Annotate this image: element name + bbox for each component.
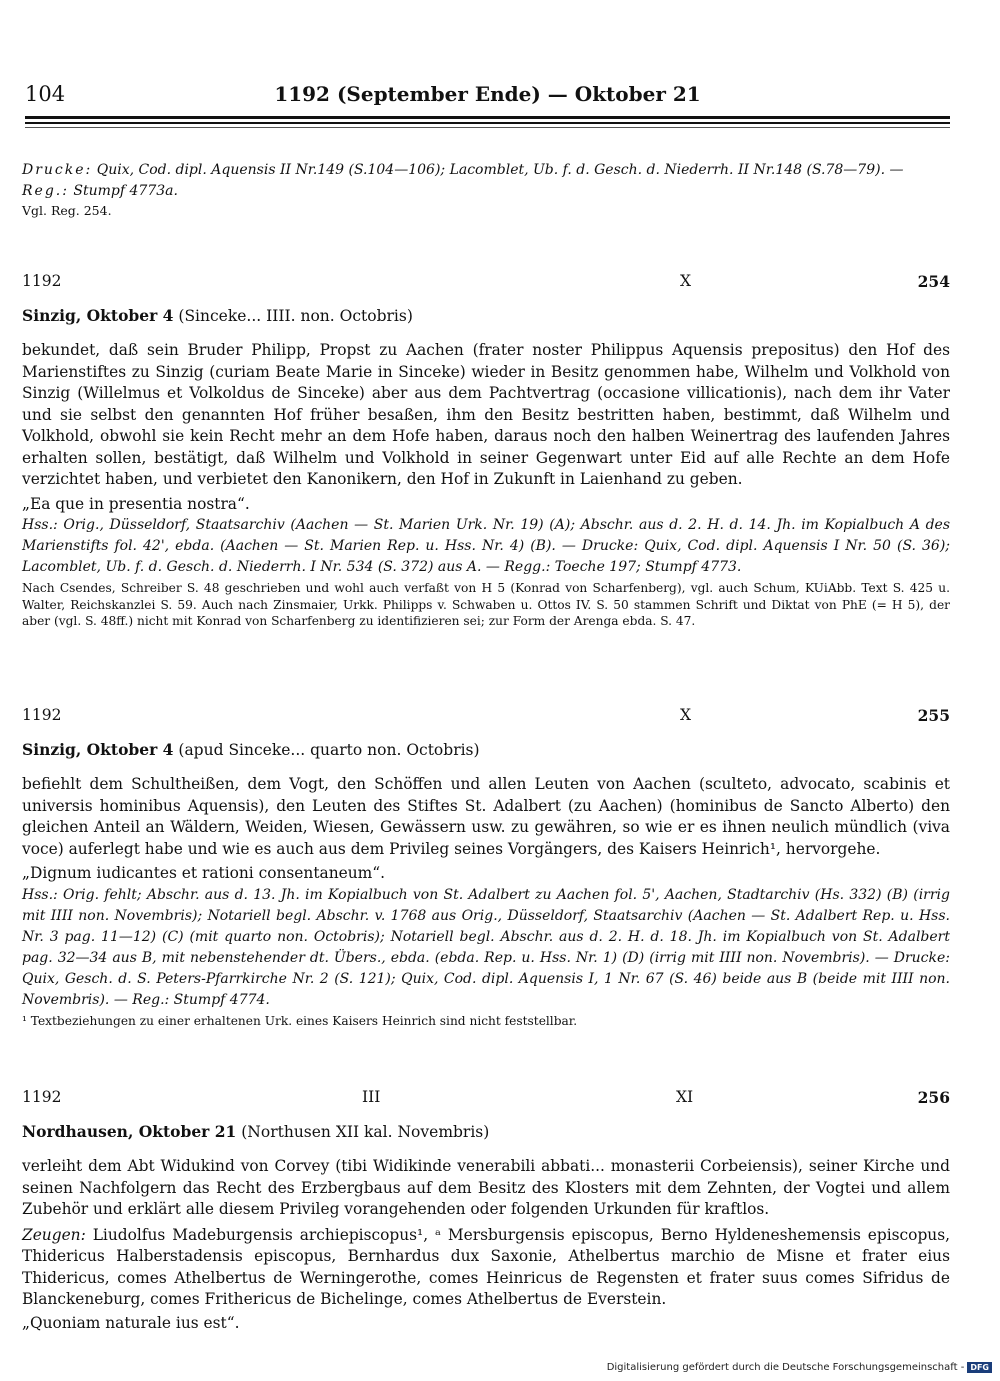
page-number: 104 xyxy=(25,82,66,106)
regest-incipit: „Quoniam naturale ius est“. xyxy=(22,1313,240,1332)
regest-body: bekundet, daß sein Bruder Philipp, Propst zu Aachen (frater noster Philippus Aquensis prepositus) den Hof des Marienstiftes zu Sinzig (curiam Beate Marie in Sinceke) wieder in Besitz genommen habe, Wilhelm und Volkhold von Sinzig (Willelmus et Volkoldus de Sinceke) aber aus dem Pachtvertrag (occasione villicationis), nach dem ihr Vater und sie selbst den genannten Hof früher besaßen, ihm den Besitz bestritten haben, bestimmt, daß Wilhelm und Volkhold, obwohl sie kein Recht mehr an dem Hofe haben, daraus noch den halben Weinertrag des laufenden Jahres erhalten sollen, bestätigt, daß Wilhelm und Volkhold in seiner Gegenwart unter Eid auf alle Rechte an dem Hofe verzichtet haben, und verbietet den Kanonikern, den Hof in Zukunft in Laienhand zu geben. xyxy=(22,341,950,488)
regest-commentary: Nach Csendes, Schreiber S. 48 geschrieben und wohl auch verfaßt von H 5 (Konrad von Scharfenberg), vgl. auch Schum, KUiAbb. Text S. 425 u. Walter, Reichskanzlei S. 59. Auch nach Zinsmaier, Urkk. Philipps v. Schwaben u. Ottos IV. S. 50 stammen Schrift und Diktat von PhE (= H 5), der aber (vgl. S. 48ff.) nicht mit Konrad von Scharfenberg zu identifizieren sei; zur Form der Arenga ebda. S. 47. xyxy=(22,581,950,628)
place-date-bold: Sinzig, Oktober 4 xyxy=(22,740,174,759)
regest-sources: Hss.: Orig. fehlt; Abschr. aus d. 13. Jh. im Kopialbuch von St. Adalbert zu Aachen fol. 5', Aachen, Stadtarchiv (Hs. 332) (B) (irrig mit IIII non. Novembris); Notariell begl. Abschr. v. 1768 aus Orig., Düsseldorf, Staatsarchiv (Aachen — St. Adalbert Rep. u. Hss. Nr. 3 pag. 11—12) (C) (mit quarto non. Octobris); Notariell begl. Abschr. aus d. 2. H. d. 18. Jh. im Kopialbuch von St. Adalbert pag. 32—34 aus B, mit nebenstehender dt. Übers., ebda. (ebda. Rep. u. Hss. Nr. 1) (D) (irrig mit IIII non. Novembris). — Drucke: Quix, Gesch. d. S. Peters-Pfarrkirche Nr. 2 (S. 121); Quix, Cod. dipl. Aquensis I, 1 Nr. 67 (S. 46) beide aus B (beide mit IIII non. Novembris). — Reg.: Stumpf 4774. xyxy=(22,886,950,1008)
vgl-reference: Vgl. Reg. 254. xyxy=(22,203,112,218)
regest-number: 256 xyxy=(917,1088,950,1107)
regest-column: X xyxy=(680,706,692,724)
reg-text: Stumpf 4773a. xyxy=(73,183,178,199)
running-title: 1192 (September Ende) — Oktober 21 xyxy=(274,82,701,106)
regest-header xyxy=(22,272,950,294)
regest-indiction: III xyxy=(362,1088,381,1106)
regest-place-date xyxy=(22,306,950,325)
regest-256 xyxy=(22,1156,950,1334)
regest-year: 1192 xyxy=(22,272,62,290)
footer-credit xyxy=(607,1362,992,1373)
regest-place-date xyxy=(22,740,950,759)
regest-254 xyxy=(22,340,950,630)
footer-text: Digitalisierung gefördert durch die Deutsche Forschungsgemeinschaft - xyxy=(606,1362,965,1373)
header-rule xyxy=(25,116,950,119)
carryover-block xyxy=(22,160,950,220)
regest-incipit: „Ea que in presentia nostra“. xyxy=(22,494,250,513)
regest-footnote: ¹ Textbeziehungen zu einer erhaltenen Urk. eines Kaisers Heinrich sind nicht feststellbar. xyxy=(22,1013,578,1028)
regest-body: befiehlt dem Schultheißen, dem Vogt, den Schöffen und allen Leuten von Aachen (sculteto, advocato, scabinis et universis hominibus Aquensis), den Leuten des Stiftes St. Adalbert (zu Aachen) (hominibus de Sancto Alberto) den gleichen Anteil an Wäldern, Weiden, Wiesen, Gewässern usw. zu gewähren, so wie er es ihnen neulich mündlich (viva voce) auferlegt habe und wie es auch aus dem Privileg seines Vorgängers, des Kaisers Heinrich¹, hervorgehe. xyxy=(22,775,950,858)
place-date-latin: (apud Sinceke... quarto non. Octobris) xyxy=(173,741,480,759)
zeugen-label: Zeugen: xyxy=(22,1225,86,1244)
regest-sources: Hss.: Orig., Düsseldorf, Staatsarchiv (Aachen — St. Marien Urk. Nr. 19) (A); Abschr. aus d. 2. H. d. 14. Jh. im Kopialbuch A des Marienstifts fol. 42', ebda. (Aachen — St. Marien Rep. u. Hss. Nr. 4) (B). — Drucke: Quix, Cod. dipl. Aquensis I Nr. 50 (S. 36); Lacomblet, Ub. f. d. Gesch. d. Niederrh. I Nr. 534 (S. 372) aus A. — Regg.: Toeche 197; Stumpf 4773. xyxy=(22,517,950,575)
header-rule xyxy=(25,122,950,124)
regest-number: 255 xyxy=(917,706,950,725)
drucke-text: Quix, Cod. dipl. Aquensis II Nr.149 (S.104—106); Lacomblet, Ub. f. d. Gesch. d. Niederrh. II Nr.148 (S.78—79). — xyxy=(96,162,904,178)
regest-incipit: „Dignum iudicantes et rationi consentaneum“. xyxy=(22,864,385,882)
regest-number: 254 xyxy=(917,272,950,291)
zeugen-text: Liudolfus Madeburgensis archiepiscopus¹, ᵃ Mersburgensis episcopus, Berno Hyldeneshemensis episcopus, Thidericus Halberstadensis episcopus, Bernhardus dux Saxonie, Athelbertus marchio de Misne et frater eius Thidericus, comes Athelbertus de Werningerothe, comes Heinricus de Regensten et frater suus comes Sifridus de Blanckeneburg, comes Frithericus de Bichelinge, comes Athelbertus de Everstein. xyxy=(22,1225,950,1308)
place-date-latin: (Sinceke... IIII. non. Octobris) xyxy=(173,307,413,325)
regest-255 xyxy=(22,774,950,1029)
regest-year: 1192 xyxy=(22,1088,62,1106)
regest-header xyxy=(22,706,950,728)
regest-year: 1192 xyxy=(22,706,62,724)
page-header xyxy=(25,82,950,112)
dfg-logo: DFG xyxy=(967,1362,992,1373)
place-date-bold: Sinzig, Oktober 4 xyxy=(22,306,174,325)
regest-column: X xyxy=(680,272,692,290)
place-date-bold: Nordhausen, Oktober 21 xyxy=(22,1122,237,1141)
regest-body: verleiht dem Abt Widukind von Corvey (tibi Widikinde venerabili abbati... monasterii Corbeiensis), seiner Kirche und seinen Nachfolgern das Recht des Erzbergbaus auf dem Besitz des Klosters mit dem Zehnten, der Vogtei und allem Zubehör und erklärt alle diesem Privileg vorangehenden oder folgenden Urkunden für kraftlos. xyxy=(22,1157,950,1218)
regest-column: XI xyxy=(676,1088,694,1106)
drucke-label: Drucke: xyxy=(22,162,93,178)
reg-label: Reg.: xyxy=(22,183,69,199)
place-date-latin: (Northusen XII kal. Novembris) xyxy=(236,1123,490,1141)
header-rule xyxy=(25,127,950,128)
regest-header xyxy=(22,1088,950,1110)
regest-place-date xyxy=(22,1122,950,1141)
